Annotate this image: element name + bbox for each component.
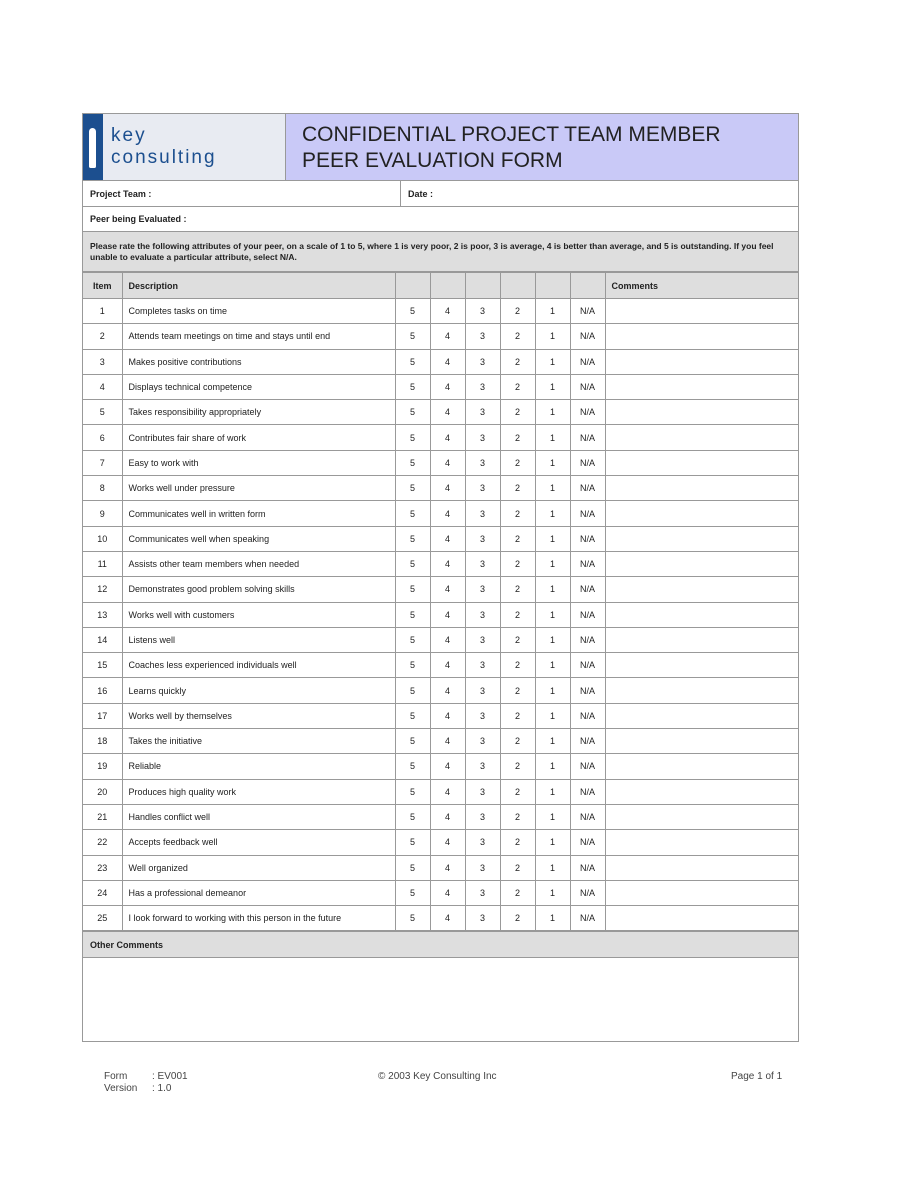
rating-option[interactable]: 1 (535, 400, 570, 425)
item-description: Learns quickly (122, 678, 395, 703)
item-description: Accepts feedback well (122, 830, 395, 855)
table-row (83, 501, 798, 526)
rating-option[interactable]: N/A (570, 476, 605, 501)
comments-cell[interactable] (605, 400, 798, 425)
rating-table (83, 272, 798, 931)
other-comments-label: Other Comments (83, 931, 798, 958)
rating-option[interactable]: 3 (465, 551, 500, 576)
comments-cell[interactable] (605, 602, 798, 627)
rating-option[interactable]: 2 (500, 349, 535, 374)
rating-option[interactable]: N/A (570, 450, 605, 475)
rating-option[interactable]: 4 (430, 703, 465, 728)
rating-option[interactable]: 4 (430, 602, 465, 627)
rating-option[interactable]: 3 (465, 804, 500, 829)
project-team-field[interactable] (83, 181, 401, 206)
rating-option[interactable]: 5 (395, 880, 430, 905)
table-row (83, 476, 798, 501)
item-number: 4 (83, 374, 122, 399)
rating-option[interactable]: 4 (430, 830, 465, 855)
rating-option[interactable]: 3 (465, 678, 500, 703)
rating-option[interactable]: N/A (570, 653, 605, 678)
rating-option[interactable]: 2 (500, 729, 535, 754)
comments-cell[interactable] (605, 906, 798, 931)
rating-option[interactable]: N/A (570, 400, 605, 425)
title-line-1: CONFIDENTIAL PROJECT TEAM MEMBER (302, 123, 721, 146)
item-number: 19 (83, 754, 122, 779)
comments-cell[interactable] (605, 349, 798, 374)
item-number: 23 (83, 855, 122, 880)
rating-option[interactable]: 1 (535, 754, 570, 779)
rating-option[interactable]: 1 (535, 526, 570, 551)
comments-cell[interactable] (605, 703, 798, 728)
item-number: 1 (83, 299, 122, 324)
item-description: Produces high quality work (122, 779, 395, 804)
rating-option[interactable]: 3 (465, 880, 500, 905)
table-row (83, 551, 798, 576)
rating-option[interactable]: 5 (395, 425, 430, 450)
rating-option[interactable]: 5 (395, 349, 430, 374)
form-title (286, 114, 798, 180)
table-row (83, 754, 798, 779)
table-row (83, 779, 798, 804)
comments-cell[interactable] (605, 551, 798, 576)
rating-option[interactable]: 2 (500, 653, 535, 678)
item-number: 16 (83, 678, 122, 703)
rating-option[interactable]: 5 (395, 602, 430, 627)
rating-option[interactable]: 4 (430, 880, 465, 905)
rating-option[interactable]: N/A (570, 349, 605, 374)
rating-option[interactable]: 2 (500, 299, 535, 324)
rating-option[interactable]: 4 (430, 551, 465, 576)
rating-option[interactable]: 1 (535, 855, 570, 880)
item-description: Well organized (122, 855, 395, 880)
rating-option[interactable]: 3 (465, 374, 500, 399)
comments-cell[interactable] (605, 577, 798, 602)
item-description: Attends team meetings on time and stays until end (122, 324, 395, 349)
rating-option[interactable]: 5 (395, 653, 430, 678)
item-number: 7 (83, 450, 122, 475)
peer-label: Peer being Evaluated : (90, 214, 187, 224)
rating-option[interactable]: N/A (570, 324, 605, 349)
rating-option[interactable]: 4 (430, 526, 465, 551)
table-row (83, 729, 798, 754)
rating-option[interactable]: 1 (535, 349, 570, 374)
item-description: Takes the initiative (122, 729, 395, 754)
header-comments: Comments (605, 273, 798, 299)
rating-option[interactable]: 5 (395, 678, 430, 703)
footer-form-info (104, 1071, 188, 1095)
rating-option[interactable]: 1 (535, 678, 570, 703)
table-row (83, 526, 798, 551)
comments-cell[interactable] (605, 627, 798, 652)
item-description: I look forward to working with this person in the future (122, 906, 395, 931)
rating-option[interactable]: 2 (500, 855, 535, 880)
rating-option[interactable]: 3 (465, 855, 500, 880)
rating-option[interactable]: 5 (395, 754, 430, 779)
rating-option[interactable]: 1 (535, 729, 570, 754)
rating-option[interactable]: 1 (535, 299, 570, 324)
rating-option[interactable]: N/A (570, 425, 605, 450)
item-number: 15 (83, 653, 122, 678)
rating-option[interactable]: 2 (500, 425, 535, 450)
rating-option[interactable]: 1 (535, 324, 570, 349)
comments-cell[interactable] (605, 855, 798, 880)
rating-option[interactable]: 1 (535, 653, 570, 678)
rating-option[interactable]: 5 (395, 906, 430, 931)
rating-option[interactable]: N/A (570, 729, 605, 754)
logo-text-consulting: consulting (111, 147, 217, 168)
item-number: 14 (83, 627, 122, 652)
comments-cell[interactable] (605, 754, 798, 779)
comments-cell[interactable] (605, 653, 798, 678)
rating-option[interactable]: N/A (570, 779, 605, 804)
rating-option[interactable]: 4 (430, 400, 465, 425)
rating-option[interactable]: 2 (500, 602, 535, 627)
comments-cell[interactable] (605, 425, 798, 450)
rating-option[interactable]: 1 (535, 425, 570, 450)
instructions: Please rate the following attributes of your peer, on a scale of 1 to 5, where 1 is very poor, 2 is poor, 3 is average, 4 is better than average, and 5 is outstanding. If you feel unable to evaluate a particular attribute, select N/A. (83, 232, 798, 272)
item-description: Coaches less experienced individuals well (122, 653, 395, 678)
rating-option[interactable]: 4 (430, 324, 465, 349)
rating-option[interactable]: 4 (430, 299, 465, 324)
rating-option[interactable]: 4 (430, 450, 465, 475)
table-row (83, 349, 798, 374)
item-description: Works well under pressure (122, 476, 395, 501)
rating-option[interactable]: 2 (500, 830, 535, 855)
item-description: Works well by themselves (122, 703, 395, 728)
rating-option[interactable]: 2 (500, 450, 535, 475)
rating-option[interactable]: N/A (570, 501, 605, 526)
item-description: Contributes fair share of work (122, 425, 395, 450)
rating-option[interactable]: 5 (395, 855, 430, 880)
comments-cell[interactable] (605, 299, 798, 324)
item-number: 18 (83, 729, 122, 754)
item-description: Reliable (122, 754, 395, 779)
item-number: 20 (83, 779, 122, 804)
table-row (83, 830, 798, 855)
rating-option[interactable]: N/A (570, 678, 605, 703)
rating-option[interactable]: 3 (465, 906, 500, 931)
rating-option[interactable]: 5 (395, 779, 430, 804)
item-number: 6 (83, 425, 122, 450)
item-description: Works well with customers (122, 602, 395, 627)
rating-option[interactable]: 2 (500, 476, 535, 501)
comments-cell[interactable] (605, 830, 798, 855)
table-row (83, 703, 798, 728)
rating-option[interactable]: 3 (465, 526, 500, 551)
rating-option[interactable]: 1 (535, 779, 570, 804)
item-description: Communicates well in written form (122, 501, 395, 526)
table-row (83, 880, 798, 905)
rating-option[interactable]: 3 (465, 450, 500, 475)
project-team-label: Project Team : (90, 188, 152, 199)
rating-option[interactable]: 4 (430, 425, 465, 450)
rating-option[interactable]: 2 (500, 400, 535, 425)
item-number: 12 (83, 577, 122, 602)
rating-option[interactable]: 3 (465, 602, 500, 627)
item-description: Completes tasks on time (122, 299, 395, 324)
rating-option[interactable]: 3 (465, 779, 500, 804)
rating-option[interactable]: N/A (570, 855, 605, 880)
rating-option[interactable]: 2 (500, 804, 535, 829)
rating-option[interactable]: 3 (465, 501, 500, 526)
rating-option[interactable]: 2 (500, 324, 535, 349)
rating-option[interactable]: N/A (570, 299, 605, 324)
other-comments-field[interactable] (83, 958, 798, 1041)
rating-option[interactable]: N/A (570, 804, 605, 829)
rating-option[interactable]: 5 (395, 729, 430, 754)
header-description: Description (122, 273, 395, 299)
table-row (83, 577, 798, 602)
rating-option[interactable]: 1 (535, 880, 570, 905)
table-row (83, 602, 798, 627)
rating-option[interactable]: 4 (430, 501, 465, 526)
comments-cell[interactable] (605, 450, 798, 475)
rating-option[interactable]: 5 (395, 450, 430, 475)
comments-cell[interactable] (605, 678, 798, 703)
table-row (83, 400, 798, 425)
rating-option[interactable]: 5 (395, 299, 430, 324)
rating-option[interactable]: N/A (570, 880, 605, 905)
table-row (83, 324, 798, 349)
form-header (83, 114, 798, 181)
rating-option[interactable]: 5 (395, 627, 430, 652)
rating-option[interactable]: N/A (570, 374, 605, 399)
rating-option[interactable]: 3 (465, 425, 500, 450)
table-row (83, 374, 798, 399)
item-number: 11 (83, 551, 122, 576)
rating-option[interactable]: 4 (430, 349, 465, 374)
rating-option[interactable]: 1 (535, 577, 570, 602)
rating-option[interactable]: 4 (430, 653, 465, 678)
table-row (83, 855, 798, 880)
rating-option[interactable]: 4 (430, 729, 465, 754)
rating-option[interactable]: 4 (430, 374, 465, 399)
table-row (83, 653, 798, 678)
rating-option[interactable]: 1 (535, 804, 570, 829)
copyright: © 2003 Key Consulting Inc (378, 1071, 497, 1082)
header-item: Item (83, 273, 122, 299)
table-row (83, 299, 798, 324)
comments-cell[interactable] (605, 804, 798, 829)
item-description: Makes positive contributions (122, 349, 395, 374)
rating-option[interactable]: 1 (535, 476, 570, 501)
rating-option[interactable]: 2 (500, 501, 535, 526)
comments-cell[interactable] (605, 729, 798, 754)
rating-option[interactable]: 2 (500, 526, 535, 551)
rating-option[interactable]: 3 (465, 577, 500, 602)
comments-cell[interactable] (605, 526, 798, 551)
item-number: 10 (83, 526, 122, 551)
title-line-2: PEER EVALUATION FORM (302, 149, 563, 172)
rating-option[interactable]: 3 (465, 830, 500, 855)
rating-option[interactable]: 5 (395, 703, 430, 728)
item-description: Takes responsibility appropriately (122, 400, 395, 425)
rating-option[interactable]: 4 (430, 779, 465, 804)
table-row (83, 804, 798, 829)
key-consulting-logo (83, 114, 286, 180)
key-icon (83, 114, 103, 180)
item-number: 22 (83, 830, 122, 855)
table-row (83, 450, 798, 475)
rating-option[interactable]: N/A (570, 551, 605, 576)
rating-option[interactable]: N/A (570, 830, 605, 855)
item-description: Communicates well when speaking (122, 526, 395, 551)
rating-option[interactable]: 1 (535, 551, 570, 576)
table-row (83, 906, 798, 931)
table-row (83, 627, 798, 652)
rating-option[interactable]: 4 (430, 855, 465, 880)
rating-option[interactable]: 2 (500, 551, 535, 576)
date-field[interactable] (401, 189, 433, 199)
rating-option[interactable]: 3 (465, 476, 500, 501)
rating-option[interactable]: 1 (535, 906, 570, 931)
rating-option[interactable]: 1 (535, 602, 570, 627)
item-number: 25 (83, 906, 122, 931)
rating-option[interactable]: 3 (465, 703, 500, 728)
rating-option[interactable]: 2 (500, 779, 535, 804)
rating-option[interactable]: 5 (395, 324, 430, 349)
rating-option[interactable]: 2 (500, 374, 535, 399)
rating-option[interactable]: 4 (430, 754, 465, 779)
rating-option[interactable]: 2 (500, 906, 535, 931)
rating-option[interactable]: 3 (465, 324, 500, 349)
comments-cell[interactable] (605, 880, 798, 905)
rating-option[interactable]: 5 (395, 501, 430, 526)
page-number: Page 1 of 1 (731, 1071, 783, 1082)
item-number: 2 (83, 324, 122, 349)
comments-cell[interactable] (605, 374, 798, 399)
logo-text-key: key (111, 125, 147, 146)
rating-option[interactable]: 2 (500, 678, 535, 703)
item-description: Assists other team members when needed (122, 551, 395, 576)
rating-option[interactable]: 1 (535, 450, 570, 475)
rating-option[interactable]: 1 (535, 374, 570, 399)
rating-option[interactable]: 4 (430, 476, 465, 501)
rating-option[interactable]: 5 (395, 374, 430, 399)
item-number: 8 (83, 476, 122, 501)
rating-option[interactable]: N/A (570, 906, 605, 931)
item-number: 21 (83, 804, 122, 829)
rating-option[interactable]: 4 (430, 804, 465, 829)
rating-option[interactable]: 4 (430, 627, 465, 652)
rating-option[interactable]: N/A (570, 703, 605, 728)
rating-option[interactable]: 5 (395, 804, 430, 829)
item-number: 13 (83, 602, 122, 627)
rating-option[interactable]: 5 (395, 476, 430, 501)
form-value: : EV001 (152, 1071, 188, 1082)
item-number: 17 (83, 703, 122, 728)
table-row (83, 678, 798, 703)
rating-option[interactable]: 4 (430, 678, 465, 703)
comments-cell[interactable] (605, 476, 798, 501)
rating-option[interactable]: 2 (500, 754, 535, 779)
item-description: Demonstrates good problem solving skills (122, 577, 395, 602)
rating-option[interactable]: 1 (535, 830, 570, 855)
rating-option[interactable]: N/A (570, 602, 605, 627)
comments-cell[interactable] (605, 501, 798, 526)
rating-option[interactable]: N/A (570, 577, 605, 602)
item-description: Easy to work with (122, 450, 395, 475)
rating-option[interactable]: 5 (395, 830, 430, 855)
rating-option[interactable]: 4 (430, 906, 465, 931)
rating-option[interactable]: 1 (535, 627, 570, 652)
rating-option[interactable]: 5 (395, 551, 430, 576)
rating-option[interactable]: 5 (395, 526, 430, 551)
item-description: Listens well (122, 627, 395, 652)
rating-option[interactable]: 3 (465, 400, 500, 425)
rating-option[interactable]: 2 (500, 880, 535, 905)
rating-option[interactable]: 4 (430, 577, 465, 602)
item-number: 9 (83, 501, 122, 526)
rating-option[interactable]: 1 (535, 703, 570, 728)
rating-option[interactable]: 3 (465, 349, 500, 374)
item-description: Has a professional demeanor (122, 880, 395, 905)
rating-option[interactable]: N/A (570, 526, 605, 551)
evaluation-form (82, 113, 799, 1042)
item-number: 5 (83, 400, 122, 425)
version-value: : 1.0 (152, 1083, 172, 1094)
rating-option[interactable]: 1 (535, 501, 570, 526)
rating-option[interactable]: 2 (500, 577, 535, 602)
rating-option[interactable]: 3 (465, 627, 500, 652)
comments-cell[interactable] (605, 324, 798, 349)
rating-option[interactable]: 5 (395, 577, 430, 602)
item-number: 3 (83, 349, 122, 374)
date-label: Date : (408, 188, 434, 199)
item-description: Handles conflict well (122, 804, 395, 829)
rating-option[interactable]: 5 (395, 400, 430, 425)
version-label: Version (104, 1083, 138, 1094)
comments-cell[interactable] (605, 779, 798, 804)
rating-option[interactable]: 2 (500, 703, 535, 728)
rating-option[interactable]: N/A (570, 627, 605, 652)
item-description: Displays technical competence (122, 374, 395, 399)
rating-option[interactable]: 3 (465, 729, 500, 754)
peer-field[interactable] (83, 207, 798, 232)
table-row (83, 425, 798, 450)
form-label: Form (104, 1071, 128, 1082)
rating-option[interactable]: 3 (465, 754, 500, 779)
rating-option[interactable]: 3 (465, 653, 500, 678)
rating-option[interactable]: 2 (500, 627, 535, 652)
rating-option[interactable]: 3 (465, 299, 500, 324)
item-number: 24 (83, 880, 122, 905)
rating-option[interactable]: N/A (570, 754, 605, 779)
